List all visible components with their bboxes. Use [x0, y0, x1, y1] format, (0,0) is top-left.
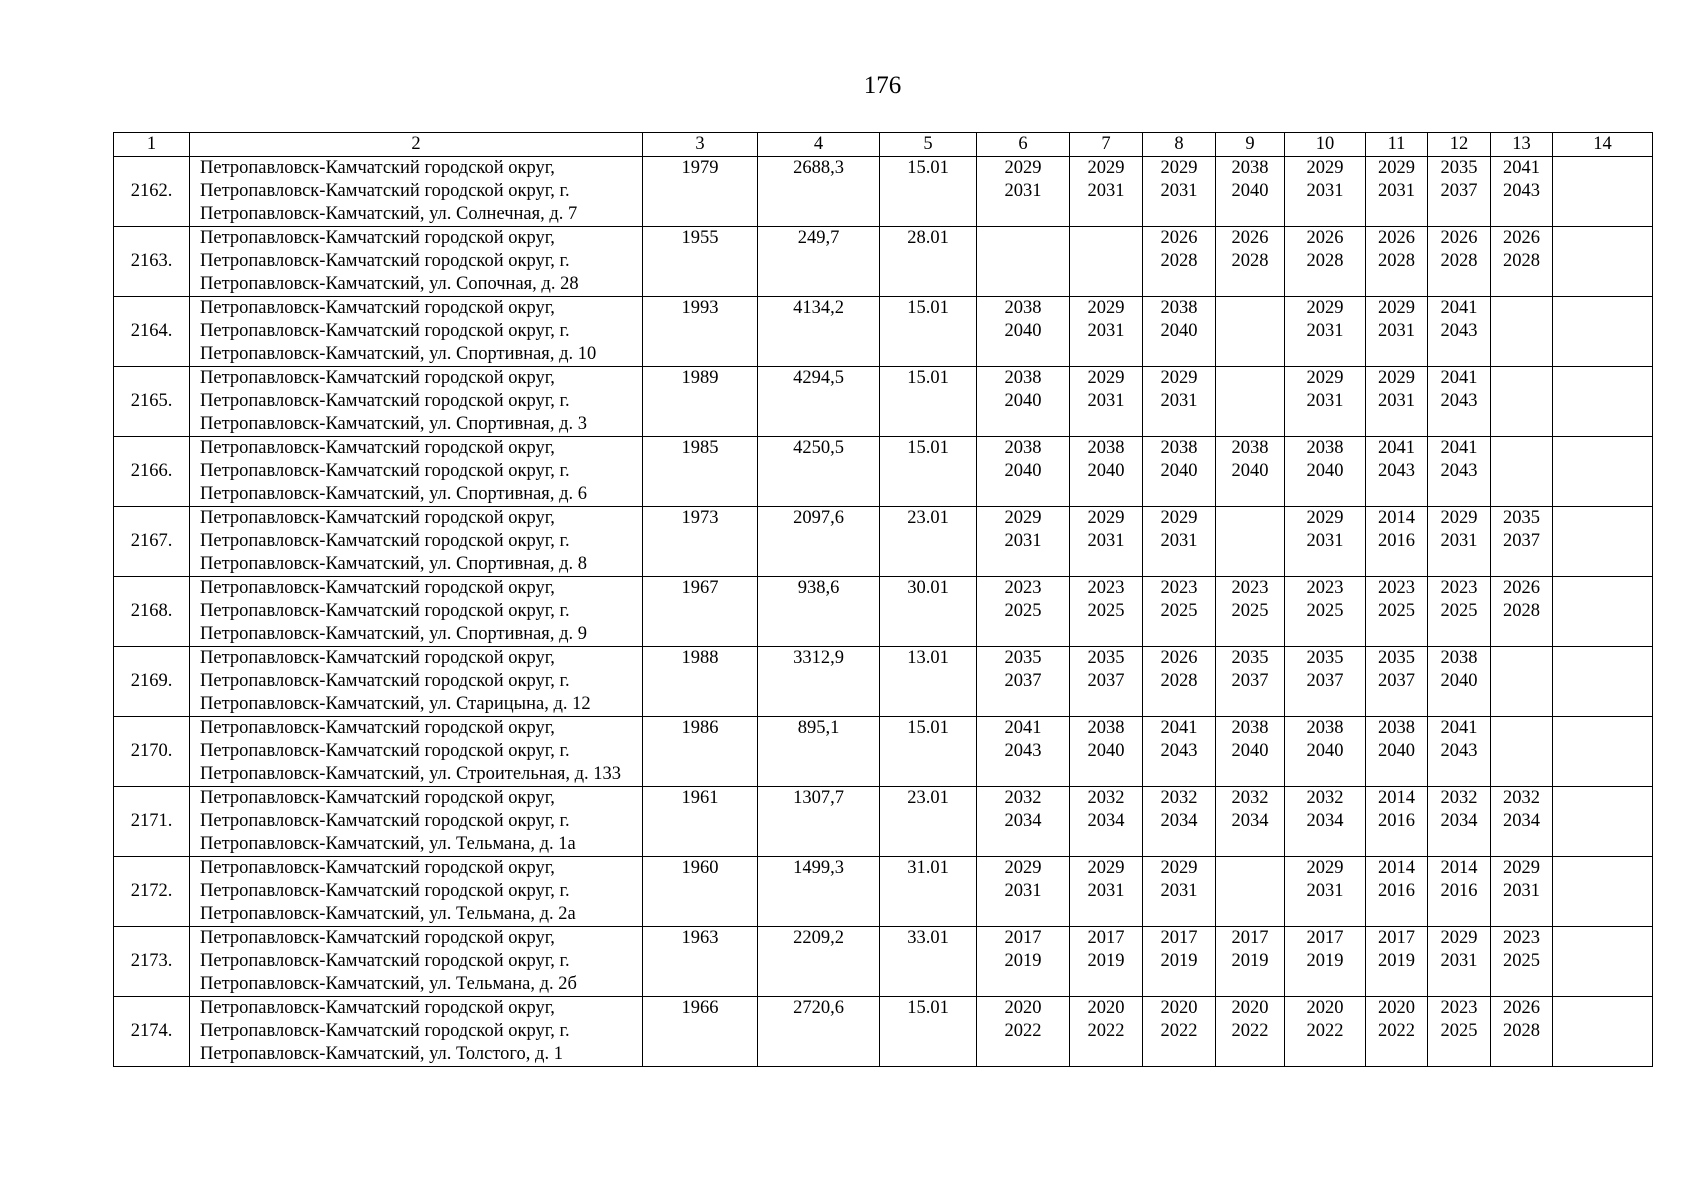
year-built-cell: 1973 [643, 507, 758, 577]
address-cell: Петропавловск-Камчатский городской округ, Петропавловск-Камчатский городской округ, г. Петропавловск-Камчатский, ул. Спортивная, д. 9 [190, 577, 643, 647]
address-cell: Петропавловск-Камчатский городской округ, Петропавловск-Камчатский городской округ, г. Петропавловск-Камчатский, ул. Тельмана, д. 1а [190, 787, 643, 857]
period-cell: 2029 2031 [1143, 857, 1216, 927]
period-cell: 2035 2037 [1070, 647, 1143, 717]
column-header: 8 [1143, 133, 1216, 157]
period-cell: 2038 2040 [1216, 717, 1285, 787]
period-cell [1553, 787, 1653, 857]
table-row [114, 857, 1653, 927]
period-cell: 2026 2028 [1428, 227, 1491, 297]
period-cell [1553, 927, 1653, 997]
period-cell: 2029 2031 [1285, 857, 1366, 927]
period-cell [1216, 507, 1285, 577]
period-cell: 2020 2022 [1216, 997, 1285, 1067]
row-number: 2173. [114, 927, 190, 997]
period-cell: 2029 2031 [1491, 857, 1553, 927]
period-cell: 2038 2040 [1216, 157, 1285, 227]
period-cell: 2023 2025 [1285, 577, 1366, 647]
period-cell [977, 227, 1070, 297]
period-cell: 2029 2031 [1366, 367, 1428, 437]
table-row [114, 787, 1653, 857]
year-built-cell: 1989 [643, 367, 758, 437]
period-cell: 2038 2040 [977, 367, 1070, 437]
period-cell: 2017 2019 [1070, 927, 1143, 997]
column-header: 10 [1285, 133, 1366, 157]
address-cell: Петропавловск-Камчатский городской округ, Петропавловск-Камчатский городской округ, г. Петропавловск-Камчатский, ул. Старицына, д. 12 [190, 647, 643, 717]
period-cell: 2032 2034 [1143, 787, 1216, 857]
row-number: 2165. [114, 367, 190, 437]
period-cell: 2026 2028 [1491, 997, 1553, 1067]
period-cell: 2029 2031 [1070, 157, 1143, 227]
code-cell: 28.01 [880, 227, 977, 297]
period-cell: 2035 2037 [1285, 647, 1366, 717]
address-cell: Петропавловск-Камчатский городской округ, Петропавловск-Камчатский городской округ, г. Петропавловск-Камчатский, ул. Спортивная, д. 3 [190, 367, 643, 437]
area-cell: 2688,3 [758, 157, 880, 227]
column-header: 12 [1428, 133, 1491, 157]
period-cell [1553, 437, 1653, 507]
area-cell: 1499,3 [758, 857, 880, 927]
period-cell: 2038 2040 [1285, 717, 1366, 787]
period-cell: 2023 2025 [1070, 577, 1143, 647]
row-number: 2164. [114, 297, 190, 367]
year-built-cell: 1993 [643, 297, 758, 367]
period-cell: 2032 2034 [1491, 787, 1553, 857]
row-number: 2163. [114, 227, 190, 297]
year-built-cell: 1955 [643, 227, 758, 297]
area-cell: 2097,6 [758, 507, 880, 577]
period-cell: 2041 2043 [1491, 157, 1553, 227]
period-cell: 2023 2025 [1428, 577, 1491, 647]
period-cell: 2041 2043 [1428, 297, 1491, 367]
period-cell: 2029 2031 [1285, 297, 1366, 367]
period-cell: 2020 2022 [977, 997, 1070, 1067]
period-cell: 2017 2019 [1143, 927, 1216, 997]
area-cell: 4134,2 [758, 297, 880, 367]
period-cell: 2041 2043 [1428, 717, 1491, 787]
period-cell: 2032 2034 [977, 787, 1070, 857]
register-table [113, 132, 1653, 1067]
period-cell: 2041 2043 [1428, 437, 1491, 507]
period-cell: 2041 2043 [1428, 367, 1491, 437]
column-header: 9 [1216, 133, 1285, 157]
period-cell: 2014 2016 [1428, 857, 1491, 927]
period-cell: 2026 2028 [1491, 577, 1553, 647]
period-cell: 2029 2031 [1070, 507, 1143, 577]
period-cell [1553, 297, 1653, 367]
period-cell: 2032 2034 [1216, 787, 1285, 857]
column-header: 2 [190, 133, 643, 157]
code-cell: 23.01 [880, 507, 977, 577]
column-header: 1 [114, 133, 190, 157]
row-number: 2172. [114, 857, 190, 927]
period-cell [1216, 297, 1285, 367]
period-cell: 2026 2028 [1143, 227, 1216, 297]
column-header: 14 [1553, 133, 1653, 157]
period-cell: 2017 2019 [977, 927, 1070, 997]
code-cell: 15.01 [880, 997, 977, 1067]
address-cell: Петропавловск-Камчатский городской округ, Петропавловск-Камчатский городской округ, г. Петропавловск-Камчатский, ул. Толстого, д. 1 [190, 997, 643, 1067]
table-row [114, 437, 1653, 507]
period-cell: 2026 2028 [1143, 647, 1216, 717]
period-cell: 2029 2031 [977, 507, 1070, 577]
page-number: 176 [863, 72, 902, 99]
period-cell: 2029 2031 [1285, 507, 1366, 577]
period-cell: 2014 2016 [1366, 787, 1428, 857]
table-row [114, 577, 1653, 647]
area-cell: 4250,5 [758, 437, 880, 507]
column-header: 4 [758, 133, 880, 157]
period-cell: 2026 2028 [1491, 227, 1553, 297]
table-row [114, 997, 1653, 1067]
period-cell: 2038 2040 [1216, 437, 1285, 507]
area-cell: 4294,5 [758, 367, 880, 437]
period-cell: 2038 2040 [1070, 717, 1143, 787]
area-cell: 938,6 [758, 577, 880, 647]
column-header: 6 [977, 133, 1070, 157]
period-cell: 2023 2025 [1366, 577, 1428, 647]
period-cell: 2029 2031 [977, 157, 1070, 227]
table-row [114, 927, 1653, 997]
period-cell: 2029 2031 [1366, 297, 1428, 367]
period-cell: 2023 2025 [1491, 927, 1553, 997]
table-row [114, 227, 1653, 297]
period-cell [1070, 227, 1143, 297]
year-built-cell: 1963 [643, 927, 758, 997]
column-header: 3 [643, 133, 758, 157]
period-cell [1553, 367, 1653, 437]
column-header: 13 [1491, 133, 1553, 157]
column-header: 5 [880, 133, 977, 157]
period-cell: 2041 2043 [1143, 717, 1216, 787]
period-cell: 2032 2034 [1070, 787, 1143, 857]
address-cell: Петропавловск-Камчатский городской округ, Петропавловск-Камчатский городской округ, г. Петропавловск-Камчатский, ул. Строительная, д. 133 [190, 717, 643, 787]
period-cell: 2029 2031 [1143, 157, 1216, 227]
period-cell [1553, 157, 1653, 227]
period-cell: 2017 2019 [1216, 927, 1285, 997]
period-cell: 2029 2031 [1428, 507, 1491, 577]
period-cell: 2035 2037 [1491, 507, 1553, 577]
period-cell [1553, 577, 1653, 647]
address-cell: Петропавловск-Камчатский городской округ, Петропавловск-Камчатский городской округ, г. Петропавловск-Камчатский, ул. Спортивная, д. 10 [190, 297, 643, 367]
period-cell: 2029 2031 [1428, 927, 1491, 997]
period-cell: 2032 2034 [1428, 787, 1491, 857]
period-cell: 2041 2043 [1366, 437, 1428, 507]
period-cell: 2038 2040 [1070, 437, 1143, 507]
period-cell: 2035 2037 [1366, 647, 1428, 717]
row-number: 2166. [114, 437, 190, 507]
row-number: 2169. [114, 647, 190, 717]
row-number: 2167. [114, 507, 190, 577]
table-row [114, 367, 1653, 437]
period-cell [1491, 367, 1553, 437]
period-cell: 2026 2028 [1216, 227, 1285, 297]
period-cell [1491, 717, 1553, 787]
column-header: 7 [1070, 133, 1143, 157]
year-built-cell: 1961 [643, 787, 758, 857]
row-number: 2162. [114, 157, 190, 227]
period-cell [1553, 857, 1653, 927]
address-cell: Петропавловск-Камчатский городской округ, Петропавловск-Камчатский городской округ, г. Петропавловск-Камчатский, ул. Солнечная, д. 7 [190, 157, 643, 227]
row-number: 2168. [114, 577, 190, 647]
area-cell: 249,7 [758, 227, 880, 297]
period-cell: 2023 2025 [1428, 997, 1491, 1067]
address-cell: Петропавловск-Камчатский городской округ, Петропавловск-Камчатский городской округ, г. Петропавловск-Камчатский, ул. Спортивная, д. 6 [190, 437, 643, 507]
period-cell: 2026 2028 [1366, 227, 1428, 297]
address-cell: Петропавловск-Камчатский городской округ, Петропавловск-Камчатский городской округ, г. Петропавловск-Камчатский, ул. Спортивная, д. 8 [190, 507, 643, 577]
period-cell [1491, 437, 1553, 507]
period-cell: 2020 2022 [1143, 997, 1216, 1067]
address-cell: Петропавловск-Камчатский городской округ, Петропавловск-Камчатский городской округ, г. Петропавловск-Камчатский, ул. Тельмана, д. 2б [190, 927, 643, 997]
row-number: 2171. [114, 787, 190, 857]
period-cell: 2029 2031 [1285, 157, 1366, 227]
table-row [114, 297, 1653, 367]
period-cell: 2029 2031 [1070, 367, 1143, 437]
table-row [114, 717, 1653, 787]
table-row [114, 157, 1653, 227]
period-cell: 2014 2016 [1366, 857, 1428, 927]
year-built-cell: 1985 [643, 437, 758, 507]
period-cell: 2014 2016 [1366, 507, 1428, 577]
code-cell: 30.01 [880, 577, 977, 647]
period-cell: 2020 2022 [1285, 997, 1366, 1067]
area-cell: 895,1 [758, 717, 880, 787]
table-row [114, 507, 1653, 577]
period-cell: 2023 2025 [977, 577, 1070, 647]
period-cell: 2038 2040 [977, 437, 1070, 507]
area-cell: 3312,9 [758, 647, 880, 717]
period-cell: 2017 2019 [1366, 927, 1428, 997]
area-cell: 1307,7 [758, 787, 880, 857]
area-cell: 2720,6 [758, 997, 880, 1067]
period-cell: 2038 2040 [1428, 647, 1491, 717]
column-header: 11 [1366, 133, 1428, 157]
area-cell: 2209,2 [758, 927, 880, 997]
period-cell: 2026 2028 [1285, 227, 1366, 297]
year-built-cell: 1979 [643, 157, 758, 227]
address-cell: Петропавловск-Камчатский городской округ, Петропавловск-Камчатский городской округ, г. Петропавловск-Камчатский, ул. Тельмана, д. 2а [190, 857, 643, 927]
code-cell: 15.01 [880, 717, 977, 787]
table-row [114, 647, 1653, 717]
period-cell: 2023 2025 [1216, 577, 1285, 647]
code-cell: 15.01 [880, 297, 977, 367]
period-cell: 2029 2031 [1285, 367, 1366, 437]
period-cell [1553, 227, 1653, 297]
period-cell: 2020 2022 [1070, 997, 1143, 1067]
year-built-cell: 1986 [643, 717, 758, 787]
period-cell: 2032 2034 [1285, 787, 1366, 857]
period-cell [1553, 997, 1653, 1067]
period-cell: 2035 2037 [1428, 157, 1491, 227]
row-number: 2174. [114, 997, 190, 1067]
period-cell: 2029 2031 [1143, 507, 1216, 577]
period-cell: 2041 2043 [977, 717, 1070, 787]
year-built-cell: 1966 [643, 997, 758, 1067]
period-cell: 2023 2025 [1143, 577, 1216, 647]
code-cell: 13.01 [880, 647, 977, 717]
period-cell: 2029 2031 [1070, 297, 1143, 367]
period-cell: 2035 2037 [977, 647, 1070, 717]
period-cell: 2038 2040 [1285, 437, 1366, 507]
period-cell: 2035 2037 [1216, 647, 1285, 717]
code-cell: 23.01 [880, 787, 977, 857]
period-cell [1216, 367, 1285, 437]
code-cell: 31.01 [880, 857, 977, 927]
period-cell: 2038 2040 [977, 297, 1070, 367]
period-cell: 2038 2040 [1143, 437, 1216, 507]
year-built-cell: 1988 [643, 647, 758, 717]
register-body [114, 157, 1653, 1067]
code-cell: 15.01 [880, 157, 977, 227]
period-cell [1553, 507, 1653, 577]
period-cell: 2029 2031 [1143, 367, 1216, 437]
year-built-cell: 1960 [643, 857, 758, 927]
year-built-cell: 1967 [643, 577, 758, 647]
period-cell: 2038 2040 [1143, 297, 1216, 367]
period-cell [1491, 647, 1553, 717]
row-number: 2170. [114, 717, 190, 787]
period-cell [1553, 717, 1653, 787]
period-cell: 2029 2031 [1070, 857, 1143, 927]
period-cell [1216, 857, 1285, 927]
period-cell: 2017 2019 [1285, 927, 1366, 997]
code-cell: 33.01 [880, 927, 977, 997]
period-cell: 2029 2031 [1366, 157, 1428, 227]
header-row [114, 133, 1653, 157]
period-cell [1491, 297, 1553, 367]
period-cell: 2029 2031 [977, 857, 1070, 927]
period-cell [1553, 647, 1653, 717]
code-cell: 15.01 [880, 437, 977, 507]
period-cell: 2038 2040 [1366, 717, 1428, 787]
address-cell: Петропавловск-Камчатский городской округ, Петропавловск-Камчатский городской округ, г. Петропавловск-Камчатский, ул. Сопочная, д. 28 [190, 227, 643, 297]
period-cell: 2020 2022 [1366, 997, 1428, 1067]
code-cell: 15.01 [880, 367, 977, 437]
